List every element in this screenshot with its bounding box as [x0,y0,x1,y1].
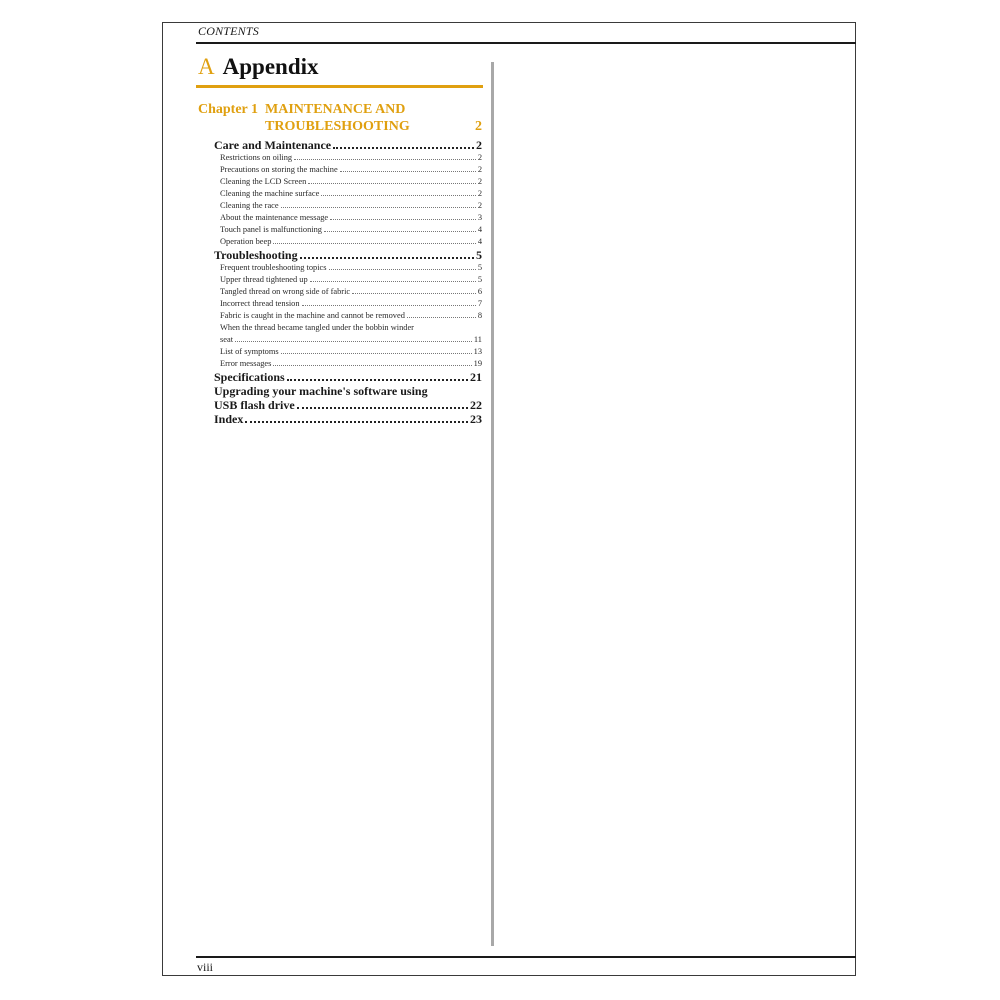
leader-dots [407,317,476,318]
toc-page: 2 [477,165,482,174]
leader-dots [273,365,471,366]
leader-dots [281,353,472,354]
toc-page: 21 [470,370,482,384]
toc-page: 3 [477,213,482,222]
toc-item-label: List of symptoms [220,347,279,356]
toc-page: 2 [477,153,482,162]
leader-dots [281,207,476,208]
leader-dots [329,269,476,270]
toc-item[interactable] [214,286,482,298]
toc-page: 2 [476,138,482,152]
leader-dots [300,257,474,259]
toc-section-care[interactable] [214,138,482,152]
toc-page: 2 [477,177,482,186]
toc-item-label: Touch panel is malfunctioning [220,225,322,234]
leader-dots [330,219,476,220]
toc-item-label: Precautions on storing the machine [220,165,338,174]
appendix-rule [196,85,483,88]
toc-page: 2 [477,189,482,198]
toc-item-label: Restrictions on oiling [220,153,293,162]
toc-section-label: Care and Maintenance [214,138,332,152]
toc-section-wrapped-line[interactable]: Upgrading your machine's software using [214,384,428,398]
leader-dots [273,243,475,244]
toc-item-label: Tangled thread on wrong side of fabric [220,287,351,296]
chapter-title-line1: MAINTENANCE AND [265,102,406,117]
toc-item[interactable] [214,176,482,188]
toc-item-label: About the maintenance message [220,213,329,222]
leader-dots [352,293,476,294]
toc-item[interactable] [214,262,482,274]
toc-page: 2 [477,201,482,210]
toc-page: 4 [477,225,482,234]
toc-page: 5 [477,275,482,284]
toc-page: 22 [470,398,482,412]
toc-page: 23 [470,412,482,426]
toc-item-label: Frequent troubleshooting topics [220,263,327,272]
toc-item[interactable] [214,334,482,346]
toc-item-label: Cleaning the machine surface [220,189,320,198]
appendix-heading [198,54,319,80]
leader-dots [235,341,472,342]
toc-page: 7 [477,299,482,308]
toc-item-label: Upper thread tightened up [220,275,308,284]
toc-item[interactable] [214,224,482,236]
chapter-title-line2: TROUBLESHOOTING [265,119,410,134]
leader-dots [310,281,476,282]
chapter-page: 2 [475,119,482,134]
toc-page: 5 [477,263,482,272]
header-rule [196,42,856,44]
toc-item-label: Incorrect thread tension [220,299,300,308]
toc-item-label: seat [220,335,234,344]
column-divider [491,62,494,946]
toc-item[interactable] [214,310,482,322]
toc-page: 19 [473,359,482,368]
toc-item-label: Operation beep [220,237,272,246]
leader-dots [324,231,476,232]
leader-dots [333,147,474,149]
toc-section-label: Index [214,412,244,426]
toc-item-label: Fabric is caught in the machine and cannot be removed [220,311,405,320]
toc-section-label: USB flash drive [214,398,295,412]
toc-page: 4 [477,237,482,246]
toc-item-label: Cleaning the race [220,201,279,210]
toc-section-troubleshooting[interactable] [214,248,482,262]
toc-item-label: Cleaning the LCD Screen [220,177,307,186]
toc-item[interactable] [214,274,482,286]
toc-item[interactable] [214,152,482,164]
toc-item[interactable] [214,164,482,176]
toc-item[interactable] [214,358,482,370]
toc-page: 5 [476,248,482,262]
leader-dots [297,407,468,409]
leader-dots [321,195,476,196]
toc-section-label: Troubleshooting [214,248,298,262]
toc-item[interactable] [214,188,482,200]
toc-section-label: Specifications [214,370,285,384]
leader-dots [287,379,468,381]
page-number: viii [197,960,214,974]
appendix-letter: A [198,54,215,79]
toc-item[interactable] [214,236,482,248]
toc-section-specifications[interactable] [214,370,482,384]
toc-page: 13 [473,347,482,356]
leader-dots [308,183,476,184]
footer-rule [196,956,856,958]
leader-dots [294,159,476,160]
toc-page: 8 [477,311,482,320]
chapter-number: Chapter 1 [198,102,259,117]
running-header: CONTENTS [198,24,259,38]
toc-item[interactable] [214,346,482,358]
appendix-title: Appendix [222,54,319,79]
table-of-contents [214,138,482,426]
toc-item[interactable] [214,298,482,310]
leader-dots [245,421,468,423]
toc-item[interactable] [214,200,482,212]
toc-section-index[interactable] [214,412,482,426]
toc-item[interactable] [214,212,482,224]
toc-item-label: Error messages [220,359,272,368]
toc-section-upgrading[interactable] [214,398,482,412]
toc-page: 11 [473,335,482,344]
leader-dots [302,305,476,306]
toc-item-wrapped-line[interactable]: When the thread became tangled under the bobbin winder [220,323,414,332]
toc-page: 6 [477,287,482,296]
leader-dots [340,171,476,172]
